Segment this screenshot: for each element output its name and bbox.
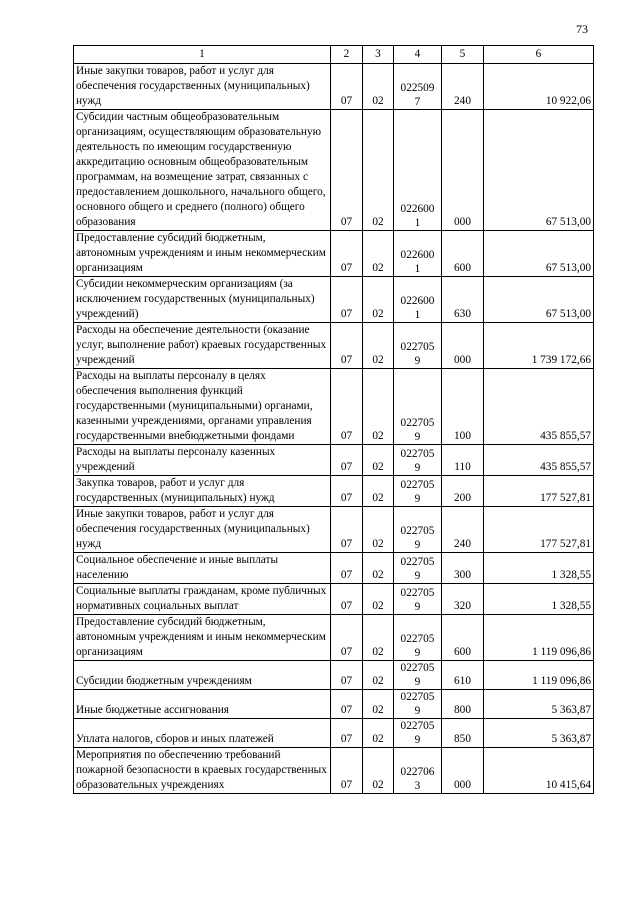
target-article-code (394, 445, 442, 476)
subsection-code: 02 (363, 661, 394, 690)
amount: 435 855,57 (484, 369, 594, 445)
table-row (74, 507, 594, 553)
target-article-code (394, 369, 442, 445)
expense-type-code: 240 (442, 507, 484, 553)
subsection-code: 02 (363, 277, 394, 323)
row-name: Расходы на выплаты персоналу в целях обеспечения выполнения функций государственными (муниципальными) органами, казенными учреждениями, органами управления государственными внебюджетными фондами (74, 369, 331, 445)
section-code: 07 (331, 661, 363, 690)
section-code: 07 (331, 719, 363, 748)
target-article-code-part: 9 (414, 705, 421, 717)
table-row (74, 277, 594, 323)
column-header: 2 (331, 46, 363, 64)
amount: 5 363,87 (484, 690, 594, 719)
row-name: Иные закупки товаров, работ и услуг для обеспечения государственных (муниципальных) нужд (74, 64, 331, 110)
expense-type-code: 000 (442, 748, 484, 794)
target-article-code (394, 719, 442, 748)
row-name: Закупка товаров, работ и услуг для государственных (муниципальных) нужд (74, 476, 331, 507)
target-article-code (394, 277, 442, 323)
amount: 1 119 096,86 (484, 661, 594, 690)
subsection-code: 02 (363, 110, 394, 231)
expense-type-code: 600 (442, 615, 484, 661)
expense-type-code: 300 (442, 553, 484, 584)
row-name: Мероприятия по обеспечению требований пожарной безопасности в краевых государственных образовательных учреждениях (74, 748, 331, 794)
subsection-code: 02 (363, 445, 394, 476)
target-article-code-part: 022705 (400, 556, 435, 568)
subsection-code: 02 (363, 553, 394, 584)
subsection-code: 02 (363, 476, 394, 507)
expense-type-code: 630 (442, 277, 484, 323)
target-article-code-part: 022705 (400, 662, 435, 674)
table-row (74, 615, 594, 661)
subsection-code: 02 (363, 323, 394, 369)
target-article-code-part: 9 (414, 570, 421, 582)
table-row (74, 64, 594, 110)
section-code: 07 (331, 64, 363, 110)
expense-type-code: 110 (442, 445, 484, 476)
section-code: 07 (331, 277, 363, 323)
table-row (74, 369, 594, 445)
row-name: Предоставление субсидий бюджетным, автономным учреждениям и иным некоммерческим организациям (74, 615, 331, 661)
target-article-code (394, 584, 442, 615)
target-article-code-part: 9 (414, 431, 421, 443)
amount: 435 855,57 (484, 445, 594, 476)
table-row (74, 445, 594, 476)
row-name: Расходы на обеспечение деятельности (оказание услуг, выполнение работ) краевых государственных учреждений (74, 323, 331, 369)
target-article-code (394, 64, 442, 110)
header-row (74, 46, 594, 64)
target-article-code (394, 323, 442, 369)
section-code: 07 (331, 231, 363, 277)
target-article-code-part: 9 (414, 647, 421, 659)
target-article-code-part: 9 (414, 539, 421, 551)
table-row (74, 661, 594, 690)
section-code: 07 (331, 369, 363, 445)
subsection-code: 02 (363, 690, 394, 719)
target-article-code-part: 022705 (400, 587, 435, 599)
subsection-code: 02 (363, 748, 394, 794)
target-article-code-part: 9 (414, 601, 421, 613)
table-body (74, 64, 594, 794)
target-article-code-part: 022600 (400, 203, 435, 215)
target-article-code (394, 231, 442, 277)
page-number: 73 (576, 22, 588, 36)
section-code: 07 (331, 110, 363, 231)
target-article-code-part: 022705 (400, 479, 435, 491)
section-code: 07 (331, 445, 363, 476)
column-header: 3 (363, 46, 394, 64)
expense-type-code: 200 (442, 476, 484, 507)
amount: 5 363,87 (484, 719, 594, 748)
expense-type-code: 100 (442, 369, 484, 445)
expense-type-code: 000 (442, 110, 484, 231)
section-code: 07 (331, 323, 363, 369)
section-code: 07 (331, 584, 363, 615)
target-article-code-part: 022705 (400, 720, 435, 732)
target-article-code-part: 9 (414, 734, 421, 746)
column-header: 1 (74, 46, 331, 64)
table-row (74, 719, 594, 748)
subsection-code: 02 (363, 507, 394, 553)
row-name: Социальные выплаты гражданам, кроме публичных нормативных социальных выплат (74, 584, 331, 615)
expense-type-code: 240 (442, 64, 484, 110)
target-article-code-part: 022705 (400, 633, 435, 645)
target-article-code-part: 022509 (400, 82, 435, 94)
section-code: 07 (331, 553, 363, 584)
expense-type-code: 320 (442, 584, 484, 615)
amount: 67 513,00 (484, 277, 594, 323)
target-article-code (394, 615, 442, 661)
target-article-code-part: 022706 (400, 766, 435, 778)
column-header: 6 (484, 46, 594, 64)
row-name: Субсидии бюджетным учреждениям (74, 661, 331, 690)
row-name: Иные бюджетные ассигнования (74, 690, 331, 719)
table-row (74, 690, 594, 719)
target-article-code-part: 022705 (400, 525, 435, 537)
table-row (74, 110, 594, 231)
amount: 67 513,00 (484, 231, 594, 277)
expense-type-code: 610 (442, 661, 484, 690)
row-name: Субсидии частным общеобразовательным организациям, осуществляющим образовательную деятельность по имеющим государственную аккредитацию основным общеобразовательным программам, на возмещение затрат, связанных с предоставлением дошкольного, начального общего, основного общего и среднего (полного) общего образования (74, 110, 331, 231)
subsection-code: 02 (363, 231, 394, 277)
target-article-code (394, 553, 442, 584)
target-article-code-part: 022600 (400, 249, 435, 261)
amount: 177 527,81 (484, 476, 594, 507)
target-article-code (394, 748, 442, 794)
section-code: 07 (331, 507, 363, 553)
subsection-code: 02 (363, 615, 394, 661)
amount: 177 527,81 (484, 507, 594, 553)
target-article-code (394, 661, 442, 690)
row-name: Расходы на выплаты персоналу казенных учреждений (74, 445, 331, 476)
amount: 1 328,55 (484, 584, 594, 615)
expense-type-code: 850 (442, 719, 484, 748)
row-name: Уплата налогов, сборов и иных платежей (74, 719, 331, 748)
row-name: Иные закупки товаров, работ и услуг для обеспечения государственных (муниципальных) нужд (74, 507, 331, 553)
subsection-code: 02 (363, 64, 394, 110)
subsection-code: 02 (363, 369, 394, 445)
section-code: 07 (331, 476, 363, 507)
target-article-code-part: 022705 (400, 341, 435, 353)
section-code: 07 (331, 615, 363, 661)
target-article-code-part: 9 (414, 676, 421, 688)
column-header: 5 (442, 46, 484, 64)
amount: 1 119 096,86 (484, 615, 594, 661)
column-header: 4 (394, 46, 442, 64)
target-article-code (394, 110, 442, 231)
row-name: Социальное обеспечение и иные выплаты населению (74, 553, 331, 584)
expense-type-code: 000 (442, 323, 484, 369)
target-article-code-part: 1 (414, 263, 421, 275)
section-code: 07 (331, 690, 363, 719)
expense-type-code: 600 (442, 231, 484, 277)
expense-type-code: 800 (442, 690, 484, 719)
target-article-code-part: 022600 (400, 295, 435, 307)
target-article-code-part: 022705 (400, 691, 435, 703)
table-row (74, 476, 594, 507)
amount: 10 922,06 (484, 64, 594, 110)
target-article-code (394, 476, 442, 507)
amount: 10 415,64 (484, 748, 594, 794)
amount: 67 513,00 (484, 110, 594, 231)
target-article-code (394, 690, 442, 719)
table-row (74, 553, 594, 584)
amount: 1 739 172,66 (484, 323, 594, 369)
target-article-code-part: 9 (414, 462, 421, 474)
target-article-code (394, 507, 442, 553)
row-name: Субсидии некоммерческим организациям (за исключением государственных (муниципальных) учреждений) (74, 277, 331, 323)
target-article-code-part: 9 (414, 493, 421, 505)
table-row (74, 231, 594, 277)
target-article-code-part: 1 (414, 217, 421, 229)
target-article-code-part: 022705 (400, 417, 435, 429)
target-article-code-part: 022705 (400, 448, 435, 460)
table-row (74, 584, 594, 615)
target-article-code-part: 9 (414, 355, 421, 367)
target-article-code-part: 1 (414, 309, 421, 321)
row-name: Предоставление субсидий бюджетным, автономным учреждениям и иным некоммерческим организациям (74, 231, 331, 277)
subsection-code: 02 (363, 584, 394, 615)
budget-table (73, 45, 594, 794)
target-article-code-part: 3 (414, 780, 421, 792)
subsection-code: 02 (363, 719, 394, 748)
target-article-code-part: 7 (414, 96, 421, 108)
amount: 1 328,55 (484, 553, 594, 584)
table-row (74, 748, 594, 794)
table-row (74, 323, 594, 369)
section-code: 07 (331, 748, 363, 794)
